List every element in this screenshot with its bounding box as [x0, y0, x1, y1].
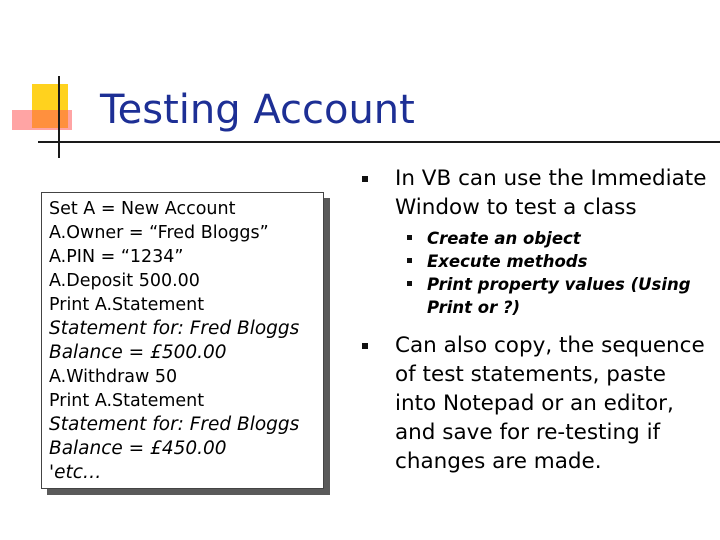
- code-line: A.Owner = “Fred Bloggs”: [49, 223, 269, 243]
- code-line: Print A.Statement: [49, 295, 205, 315]
- code-line: Set A = New Account: [49, 199, 236, 219]
- bullet-text: In VB can use the Immediate Window to test a class: [395, 166, 707, 220]
- code-output-line: Statement for: Fred Bloggs: [49, 414, 300, 435]
- title-decoration-red-bar: [12, 110, 72, 130]
- slide-title: Testing Account: [100, 87, 415, 133]
- sub-bullet-text: Create an object: [427, 229, 581, 248]
- code-output-line: Statement for: Fred Bloggs: [49, 318, 300, 339]
- title-underline: [38, 141, 720, 143]
- bullet-square-icon: [362, 176, 368, 182]
- bullet-list: [362, 164, 712, 476]
- sub-bullet-item: [395, 227, 712, 250]
- code-box: [41, 192, 324, 489]
- code-output-line: 'etc…: [49, 462, 102, 483]
- code-line: A.Withdraw 50: [49, 367, 178, 387]
- bullet-item: [362, 164, 712, 222]
- sub-bullet-text: Print property values (Using Print or ?): [427, 275, 691, 317]
- bullet-square-icon: [362, 343, 368, 349]
- code-line: A.Deposit 500.00: [49, 271, 200, 291]
- bullet-square-icon: [407, 258, 412, 263]
- bullet-item: [362, 331, 712, 476]
- sub-bullet-list: [362, 227, 712, 319]
- title-decoration-vertical-line: [58, 76, 60, 158]
- code-output-line: Balance = £500.00: [49, 342, 227, 363]
- sub-bullet-item: [395, 250, 712, 273]
- sub-bullet-item: [395, 273, 712, 319]
- code-output-line: Balance = £450.00: [49, 438, 227, 459]
- bullet-square-icon: [407, 235, 412, 240]
- bullet-square-icon: [407, 281, 412, 286]
- bullet-text: Can also copy, the sequence of test statements, paste into Notepad or an editor, and save for re-testing if changes are made.: [395, 333, 705, 474]
- code-line: Print A.Statement: [49, 391, 205, 411]
- code-line: A.PIN = “1234”: [49, 247, 184, 267]
- sub-bullet-text: Execute methods: [427, 252, 588, 271]
